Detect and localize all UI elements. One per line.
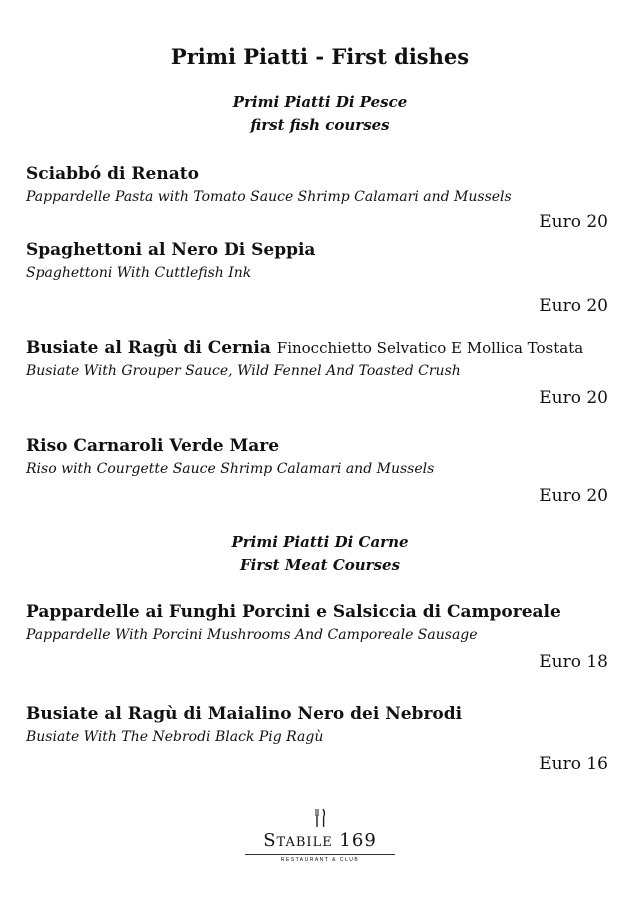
- logo-divider: [245, 854, 395, 855]
- logo-name: Stabile 169: [263, 830, 377, 851]
- dish-item: [26, 435, 608, 507]
- dish-name: Spaghettoni al Nero Di Seppia: [26, 240, 316, 260]
- logo-tagline: RESTAURANT & CLUB: [280, 857, 360, 863]
- dish-name-main: Busiate al Ragù di Cernia: [26, 338, 271, 358]
- dish-item: [26, 163, 608, 233]
- dish-description: Busiate With The Nebrodi Black Pig Ragù: [26, 729, 324, 745]
- restaurant-logo: [0, 808, 640, 864]
- dish-name: Sciabbó di Renato: [26, 164, 199, 184]
- fork-knife-icon: [313, 808, 327, 828]
- dish-price: Euro 18: [539, 652, 608, 672]
- dish-price: Euro 20: [539, 486, 608, 506]
- section-subheading: first fish courses: [250, 116, 390, 134]
- dish-name: Riso Carnaroli Verde Mare: [26, 436, 280, 456]
- dish-name: Busiate al Ragù di Maialino Nero dei Nebrodi: [26, 704, 463, 724]
- dish-item: [26, 703, 608, 775]
- dish-item: [26, 239, 608, 317]
- dish-description: Pappardelle Pasta with Tomato Sauce Shrimp Calamari and Mussels: [26, 189, 512, 205]
- section-subheading: First Meat Courses: [239, 556, 401, 574]
- dish-name: [26, 337, 608, 359]
- dish-description: Spaghettoni With Cuttlefish Ink: [26, 265, 252, 281]
- dish-price: Euro 20: [539, 212, 608, 232]
- dish-name-extra: Finocchietto Selvatico E Mollica Tostata: [276, 339, 584, 357]
- page-title: Primi Piatti - First dishes: [170, 44, 470, 69]
- dish-price: Euro 16: [539, 754, 608, 774]
- section-heading: Primi Piatti Di Carne: [231, 533, 409, 551]
- section-heading-meat: [0, 531, 640, 577]
- section-heading: Primi Piatti Di Pesce: [232, 93, 408, 111]
- dish-item: [26, 337, 608, 409]
- dish-description: Riso with Courgette Sauce Shrimp Calamari and Mussels: [26, 461, 435, 477]
- dish-item: [26, 601, 608, 673]
- dish-price: Euro 20: [539, 296, 608, 316]
- dish-name: Pappardelle ai Funghi Porcini e Salsiccia di Camporeale: [26, 602, 561, 622]
- section-heading-fish: [0, 91, 640, 137]
- dish-description: Busiate With Grouper Sauce, Wild Fennel And Toasted Crush: [26, 363, 461, 379]
- dish-price: Euro 20: [539, 388, 608, 408]
- dish-description: Pappardelle With Porcini Mushrooms And Camporeale Sausage: [26, 627, 478, 643]
